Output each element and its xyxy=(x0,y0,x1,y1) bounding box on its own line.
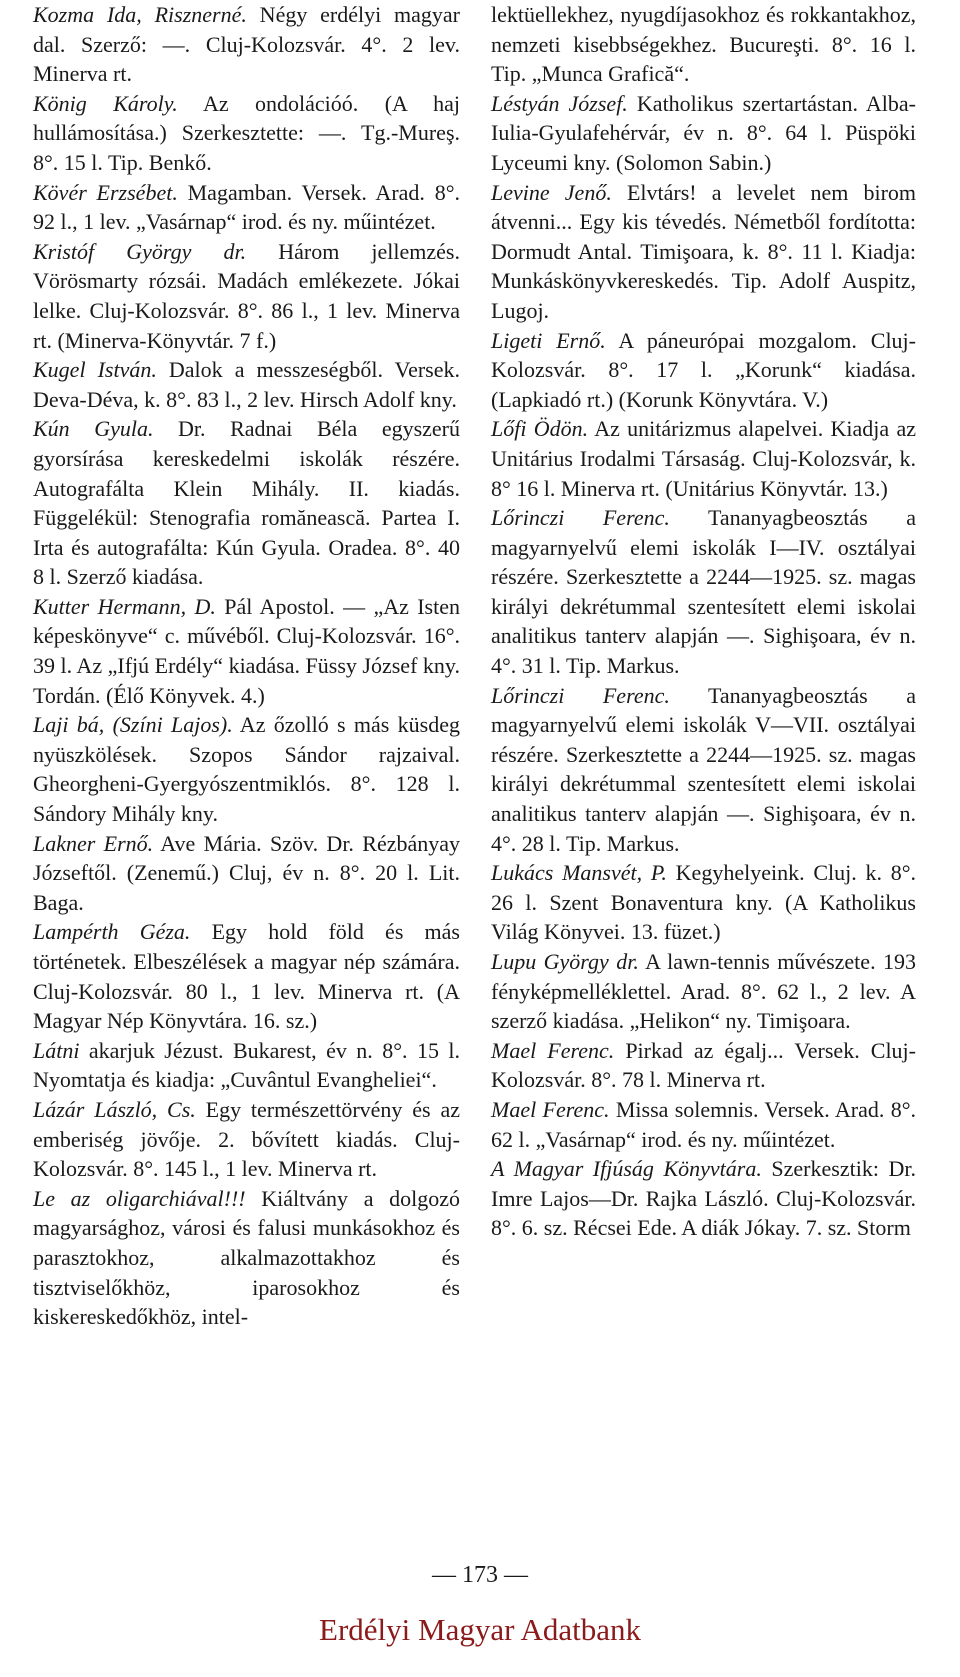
entry-author: Kutter Hermann, D. xyxy=(33,593,216,619)
entry-author: Lőfi Ödön. xyxy=(491,416,589,442)
bibliography-entry xyxy=(491,1154,916,1243)
bibliography-entry xyxy=(491,0,916,89)
bibliography-entry xyxy=(491,947,916,1036)
entry-author: A Magyar Ifjúság Könyvtára. xyxy=(491,1156,762,1182)
entry-text: Három jellemzés. Vörösmarty rózsái. Madách emlékezete. Jókai lelke. Cluj-Kolozsvár. 8°. 86 l., 1 lev. Minerva rt. (Minerva-Könyvtár. 7 f.) xyxy=(33,238,460,353)
bibliography-entry xyxy=(33,414,460,592)
left-column xyxy=(33,0,460,1332)
bibliography-entry xyxy=(33,0,460,89)
entry-author: Lakner Ernő. xyxy=(33,830,154,856)
entry-text: Tananyagbeosztás a magyarnyelvű elemi iskolák I—IV. osztályai részére. Szerkesztette a 2244—1925. sz. magas királyi dekrétummal szentesített elemi iskolai analitikus tanterv alapján —. Sighişoara, év n. 4°. 31 l. Tip. Markus. xyxy=(491,505,917,679)
entry-text: Szerkesztik: Dr. Imre Lajos—Dr. Rajka László. Cluj-Kolozsvár. 8°. 6. sz. Récsei Ede. A diák Jókay. 7. sz. Storm xyxy=(491,1156,916,1241)
entry-text: Az őzolló s más küsdeg nyüszkölések. Szopos Sándor rajzaival. Gheorgheni-Gyergyószentmiklós. 8°. 128 l. Sándory Mihály kny. xyxy=(33,712,460,827)
entry-author: Lőrinczi Ferenc. xyxy=(491,682,670,708)
bibliography-entry xyxy=(491,326,916,415)
entry-text: Ave Mária. Szöv. Dr. Rézbányay Józseftől. (Zenemű.) Cluj, év n. 8°. 20 l. Lit. Baga. xyxy=(33,830,461,915)
entry-text: lektüellekhez, nyugdíjasokhoz és rokkantakhoz, nemzeti kisebbségekhez. Bucureşti. 8°. 16 l. Tip. „Munca Grafică“. xyxy=(491,2,916,87)
bibliography-entry xyxy=(491,503,916,681)
entry-author: Kugel István. xyxy=(33,357,157,383)
entry-text: A lawn-tennis művészete. 193 fényképmelléklettel. Arad. 8°. 62 l., 2 lev. A szerző kiadása. „Helikon“ ny. Timişoara. xyxy=(491,949,916,1034)
bibliography-entry xyxy=(33,1095,460,1184)
right-column xyxy=(491,0,916,1243)
entry-author: Kozma Ida, Risznerné. xyxy=(33,2,247,27)
entry-text: Missa solemnis. Versek. Arad. 8°. 62 l. „Vasárnap“ irod. és ny. műintézet. xyxy=(491,1096,916,1152)
bibliography-entry xyxy=(491,178,916,326)
bibliography-entry xyxy=(491,681,916,859)
entry-text: akarjuk Jézust. Bukarest, év n. 8°. 15 l. Nyomtatja és kiadja: „Cuvântul Evangheliei“. xyxy=(33,1037,460,1093)
entry-text: Kiáltvány a dolgozó magyarsághoz, városi és falusi munkásokhoz és parasztokhoz, alkalmazottakhoz és tisztviselőkhöz, iparosokhoz és kiskereskedőkhöz, intel- xyxy=(33,1185,461,1330)
bibliography-entry xyxy=(491,1095,916,1154)
bibliography-entry xyxy=(33,355,460,414)
entry-text: Dalok a messzeségből. Versek. Deva-Déva, k. 8°. 83 l., 2 lev. Hirsch Adolf kny. xyxy=(33,357,460,412)
bibliography-entry xyxy=(33,1184,460,1332)
entry-author: Látni xyxy=(33,1037,80,1063)
entry-text: Elvtárs! a levelet nem birom átvenni... Egy kis tévedés. Németből fordította: Dormudt Antal. Timişoara, k. 8°. 11 l. Kiadja: Munkáskönyvkereskedés. Tip. Adolf Auspitz, Lugoj. xyxy=(491,179,917,323)
entry-author: Lázár László, Cs. xyxy=(33,1096,196,1122)
bibliography-entry xyxy=(33,710,460,828)
entry-author: Le az oligarchiával!!! xyxy=(33,1185,246,1211)
bibliography-entry xyxy=(33,237,460,355)
entry-author: Levine Jenő. xyxy=(491,179,612,205)
page-number: — 173 — xyxy=(432,1562,528,1588)
entry-author: Kún Gyula. xyxy=(33,416,154,442)
entry-text: A páneurópai mozgalom. Cluj-Kolozsvár. 8°. 17 l. „Korunk“ kiadása. (Lapkiadó rt.) (Korunk Könyvtára. V.) xyxy=(491,327,916,412)
entry-text: Kegyhelyeink. Cluj. k. 8°. 26 l. Szent Bonaventura kny. (A Katholikus Világ Könyvei. 13. füzet.) xyxy=(491,860,916,945)
footer-watermark: Erdélyi Magyar Adatbank xyxy=(319,1612,641,1647)
entry-author: Mael Ferenc. xyxy=(491,1037,615,1063)
bibliography-entry xyxy=(33,917,460,1035)
bibliography-entry xyxy=(33,1036,460,1095)
entry-author: Lampérth Géza. xyxy=(33,919,191,945)
bibliography-entry xyxy=(33,178,460,237)
entry-text: Az unitárizmus alapelvei. Kiadja az Unitárius Irodalmi Társaság. Cluj-Kolozsvár, k. 8° 16 l. Minerva rt. (Unitárius Könyvtár. 13.) xyxy=(491,416,916,501)
entry-text: Az ondolációó. (A haj hullámosítása.) Szerkesztette: —. Tg.-Mureş. 8°. 15 l. Tip. Benkő. xyxy=(33,90,460,175)
entry-author: Kristóf György dr. xyxy=(33,238,247,264)
bibliography-entry xyxy=(33,89,460,178)
entry-author: Léstyán József. xyxy=(491,90,628,116)
entry-author: Kövér Erzsébet. xyxy=(33,179,178,205)
bibliography-entry xyxy=(491,1036,916,1095)
entry-author: Mael Ferenc. xyxy=(491,1096,610,1122)
entry-text: Pál Apostol. — „Az Isten képeskönyve“ c. művéből. Cluj-Kolozsvár. 16°. 39 l. Az „Ifjú Erdély“ kiadása. Füssy József kny. Tordán. (Élő Könyvek. 4.) xyxy=(33,593,460,708)
entry-text: Pirkad az égalj... Versek. Cluj-Kolozsvár. 8°. 78 l. Minerva rt. xyxy=(491,1037,916,1093)
entry-author: Lukács Mansvét, P. xyxy=(491,860,667,886)
entry-author: Laji bá, (Színi Lajos). xyxy=(33,712,233,738)
entry-author: König Károly. xyxy=(33,90,178,116)
entry-text: Tananyagbeosztás a magyarnyelvű elemi iskolák V—VII. osztályai részére. Szerkesztette a 2244—1925. sz. magas királyi dekrétummal szentesített elemi iskolai analitikus tanterv alapján —. Sighişoara, év n. 4°. 28 l. Tip. Markus. xyxy=(491,682,917,856)
bibliography-entry xyxy=(491,858,916,947)
bibliography-entry xyxy=(33,592,460,710)
entry-author: Lőrinczi Ferenc. xyxy=(491,505,670,531)
entry-text: Négy erdélyi magyar dal. Szerző: —. Cluj-Kolozsvár. 4°. 2 lev. Minerva rt. xyxy=(33,2,461,87)
entry-text: Egy hold föld és más történetek. Elbeszélések a magyar nép számára. Cluj-Kolozsvár. 80 l., 1 lev. Minerva rt. (A Magyar Nép Könyvtára. 16. sz.) xyxy=(33,919,460,1034)
entry-text: Dr. Radnai Béla egyszerű gyorsírása kereskedelmi iskolák részére. Autografálta Klein Mihály. II. kiadás. Függelékül: Stenografia romănească. Partea I. Irta és autografálta: Kún Gyula. Oradea. 8°. 40 8 l. Szerző kiadása. xyxy=(33,416,460,590)
entry-author: Ligeti Ernő. xyxy=(491,327,606,353)
entry-text: Egy természettörvény és az emberiség jövője. 2. bővített kiadás. Cluj-Kolozsvár. 8°. 145 l., 1 lev. Minerva rt. xyxy=(33,1096,460,1182)
entry-text: Magamban. Versek. Arad. 8°. 92 l., 1 lev. „Vasárnap“ irod. és ny. műintézet. xyxy=(33,179,461,235)
bibliography-entry xyxy=(491,89,916,178)
bibliography-entry xyxy=(491,414,916,503)
bibliography-entry xyxy=(33,829,460,918)
entry-text: Katholikus szertartástan. Alba-Iulia-Gyulafehérvár, év n. 8°. 64 l. Püspöki Lyceumi kny. (Solomon Sabin.) xyxy=(491,90,916,175)
entry-author: Lupu György dr. xyxy=(491,949,639,974)
